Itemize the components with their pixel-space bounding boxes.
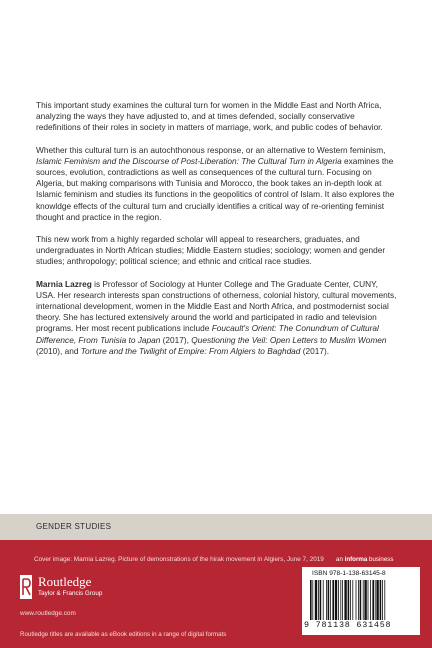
barcode-stripe (332, 580, 334, 620)
publication-title: Questioning the Veil: Open Letters to Muslim Women (191, 334, 387, 345)
barcode-stripe (380, 580, 382, 620)
barcode-stripe (358, 580, 359, 620)
bio-text-segment: (2017), (160, 334, 192, 345)
informa-name: informa (344, 556, 368, 563)
bio-text-segment: is Professor of Sociology at Hunter College and The Graduate Center, CUNY, USA. Her research interests span constructions of otherness, colonial history, cultural movements, international development, women in the Middle East and North Africa, and postmodernist social theory. She has lectured extensively around the world and participated in radio and television programs. Her most recent publications include (36, 278, 397, 334)
publisher-name: Routledge (38, 574, 92, 589)
barcode-stripe (368, 580, 369, 620)
bio-text-segment: (2010), and (36, 345, 81, 356)
barcode-stripe (310, 580, 312, 620)
barcode-stripe (335, 580, 337, 620)
routledge-logo-icon (20, 575, 32, 599)
blurb-paragraph-1: This important study examines the cultural turn for women in the Middle East and North Africa, analyzing the ways they have adjusted to, and at times defended, socially conservative redefinitions of their roles in society in matters of marriage, work, and public codes of behavior. (36, 100, 383, 133)
barcode-stripe (323, 580, 324, 620)
informa-suffix: business (367, 556, 394, 563)
blurb-text-segment: Whether this cultural turn is an autochthonous response, or an alternative to Western feminism, (36, 144, 386, 155)
barcode-stripe (342, 580, 343, 620)
barcode-stripe (344, 580, 346, 620)
barcode-stripe (360, 580, 362, 620)
publisher-group: Taylor & Francis Group (38, 590, 103, 597)
ebook-note: Routledge titles are available as eBook editions in a range of digital formats (20, 631, 227, 638)
barcode-stripe (364, 580, 366, 620)
barcode-stripe (376, 580, 378, 620)
informa-prefix: an (336, 556, 345, 563)
barcode-stripe (315, 580, 317, 620)
barcode-stripe (382, 580, 383, 620)
barcode-stripe (318, 580, 319, 620)
barcode-stripe (348, 580, 350, 620)
informa-business-label (336, 556, 393, 563)
book-title: Islamic Feminism and the Discourse of Post-Liberation: The Cultural Turn in Algeria (36, 155, 342, 166)
subject-band (0, 514, 432, 540)
publisher-website: www.routledge.com (20, 610, 76, 617)
blurb-text-segment: examines the sources, evolution, contradictions as well as consequences of the cultural turn. Focusing on Algeria, but making comparisons with Tunisia and Morocco, the book takes an in-depth look at Islamic feminism and studies its functions in the geopolitics of control of Islam. It also explores the knowldge effects of the cultural turn and crucially identifies a critical way of re-orienting feminist thought and practice in the region. (36, 155, 395, 222)
barcode-stripe (352, 580, 353, 620)
barcode-stripe (384, 580, 385, 620)
author-bio (36, 279, 398, 357)
barcode-icon (310, 580, 412, 620)
barcode-stripe (328, 580, 330, 620)
cover-credit: Cover image: Marnia Lazreg. Picture of demonstrations of the hirak movement in Algiers, June 7, 2019 (34, 556, 324, 563)
blurb-paragraph-3: This new work from a highly regarded scholar will appeal to researchers, graduates, and undergraduates in North African studies; Middle Eastern studies; sociology; women and gender studies; anthropology; political science; and ethnic and critical race studies. (36, 234, 386, 267)
barcode-stripe (363, 580, 364, 620)
author-name: Marnia Lazreg (36, 278, 92, 289)
barcode-stripe (326, 580, 327, 620)
subject-label: GENDER STUDIES (36, 522, 112, 531)
barcode-stripe (320, 580, 322, 620)
barcode-stripe (340, 580, 341, 620)
barcode-stripe (312, 580, 313, 620)
barcode-stripe (356, 580, 357, 620)
barcode-digits: 9 781138 631458 (304, 620, 392, 630)
publication-title: Torture and the Twilight of Empire: From Algiers to Baghdad (80, 345, 301, 356)
barcode-box (302, 567, 420, 635)
barcode-stripe (375, 580, 376, 620)
publication-title: Foucault's Orient: The Conundrum of Cultural Difference, From Tunisia to Japan (36, 323, 379, 345)
bio-text-segment: (2017). (300, 345, 330, 356)
barcode-stripe (338, 580, 339, 620)
blurb-text (36, 100, 398, 368)
barcode-stripe (372, 580, 374, 620)
barcode-stripe (330, 580, 331, 620)
barcode-stripe (370, 580, 371, 620)
blurb-paragraph-2 (36, 145, 398, 223)
barcode-stripe (350, 580, 351, 620)
isbn-label: ISBN 978-1-138-63145-8 (312, 570, 386, 577)
